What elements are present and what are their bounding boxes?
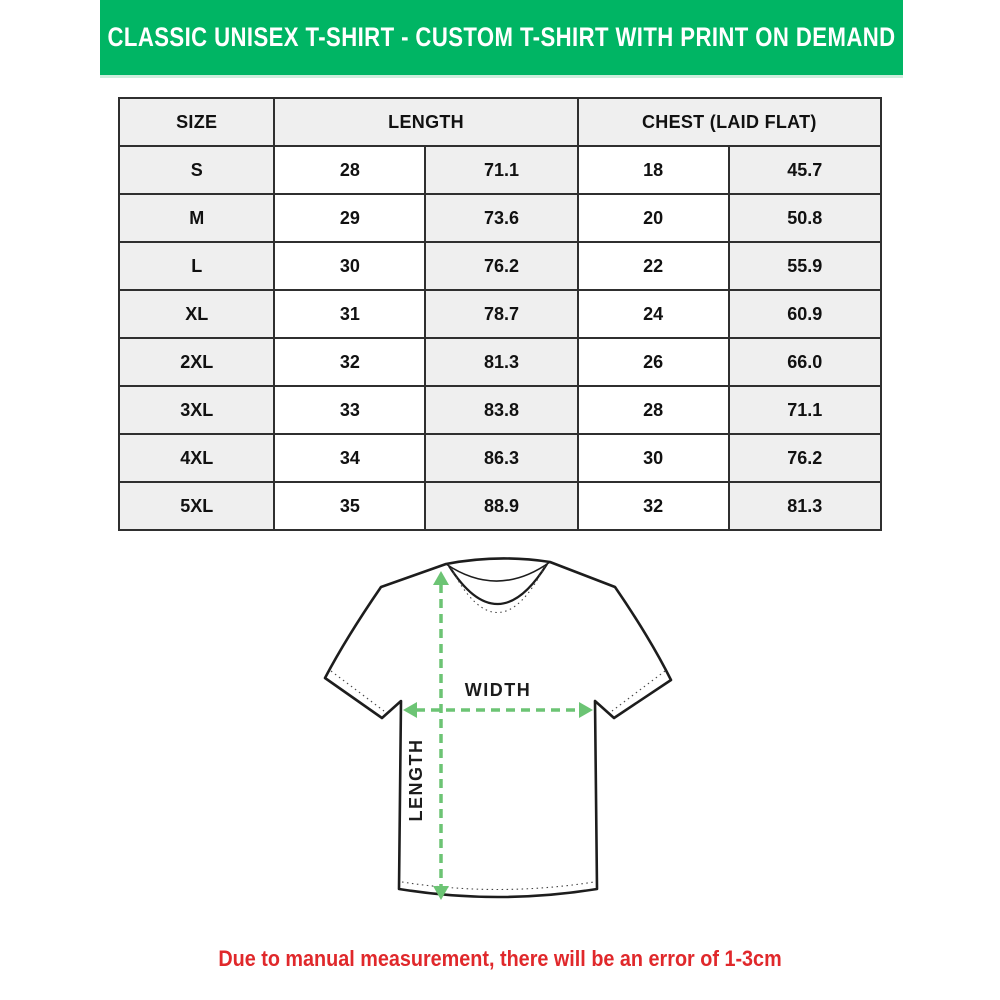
shirt-body <box>325 558 671 897</box>
value-cell: 88.9 <box>425 482 577 530</box>
table-row <box>119 194 881 242</box>
size-cell: 4XL <box>119 434 274 482</box>
value-cell: 50.8 <box>729 194 881 242</box>
size-cell: S <box>119 146 274 194</box>
length-label: LENGTH <box>406 738 426 822</box>
size-cell: L <box>119 242 274 290</box>
tshirt-outline-icon <box>318 548 682 936</box>
value-cell: 76.2 <box>729 434 881 482</box>
value-cell: 81.3 <box>425 338 577 386</box>
value-cell: 60.9 <box>729 290 881 338</box>
value-cell: 32 <box>578 482 729 530</box>
value-cell: 29 <box>274 194 425 242</box>
title-banner <box>100 0 903 78</box>
value-cell: 30 <box>578 434 729 482</box>
value-cell: 32 <box>274 338 425 386</box>
table-row <box>119 434 881 482</box>
value-cell: 78.7 <box>425 290 577 338</box>
value-cell: 83.8 <box>425 386 577 434</box>
table-row <box>119 290 881 338</box>
table-row <box>119 146 881 194</box>
col-header-length: LENGTH <box>274 98 577 146</box>
value-cell: 24 <box>578 290 729 338</box>
value-cell: 71.1 <box>425 146 577 194</box>
value-cell: 34 <box>274 434 425 482</box>
value-cell: 28 <box>274 146 425 194</box>
value-cell: 31 <box>274 290 425 338</box>
page-title: CLASSIC UNISEX T-SHIRT - CUSTOM T-SHIRT WITH PRINT ON DEMAND <box>107 22 896 52</box>
value-cell: 81.3 <box>729 482 881 530</box>
table-row <box>119 242 881 290</box>
value-cell: 28 <box>578 386 729 434</box>
size-cell: 2XL <box>119 338 274 386</box>
value-cell: 76.2 <box>425 242 577 290</box>
value-cell: 55.9 <box>729 242 881 290</box>
size-cell: 5XL <box>119 482 274 530</box>
value-cell: 66.0 <box>729 338 881 386</box>
table-row <box>119 338 881 386</box>
value-cell: 86.3 <box>425 434 577 482</box>
table-row <box>119 386 881 434</box>
tshirt-diagram <box>318 548 682 936</box>
value-cell: 35 <box>274 482 425 530</box>
size-cell: M <box>119 194 274 242</box>
col-header-size: SIZE <box>119 98 274 146</box>
value-cell: 18 <box>578 146 729 194</box>
table-row <box>119 482 881 530</box>
value-cell: 73.6 <box>425 194 577 242</box>
size-cell: XL <box>119 290 274 338</box>
measurement-note: Due to manual measurement, there will be an error of 1-3cm <box>218 946 782 971</box>
value-cell: 20 <box>578 194 729 242</box>
col-header-chest: CHEST (LAID FLAT) <box>578 98 881 146</box>
size-cell: 3XL <box>119 386 274 434</box>
value-cell: 71.1 <box>729 386 881 434</box>
header-row <box>119 98 881 146</box>
size-table <box>118 97 882 531</box>
value-cell: 26 <box>578 338 729 386</box>
value-cell: 45.7 <box>729 146 881 194</box>
value-cell: 22 <box>578 242 729 290</box>
width-label: WIDTH <box>464 680 532 700</box>
value-cell: 33 <box>274 386 425 434</box>
value-cell: 30 <box>274 242 425 290</box>
